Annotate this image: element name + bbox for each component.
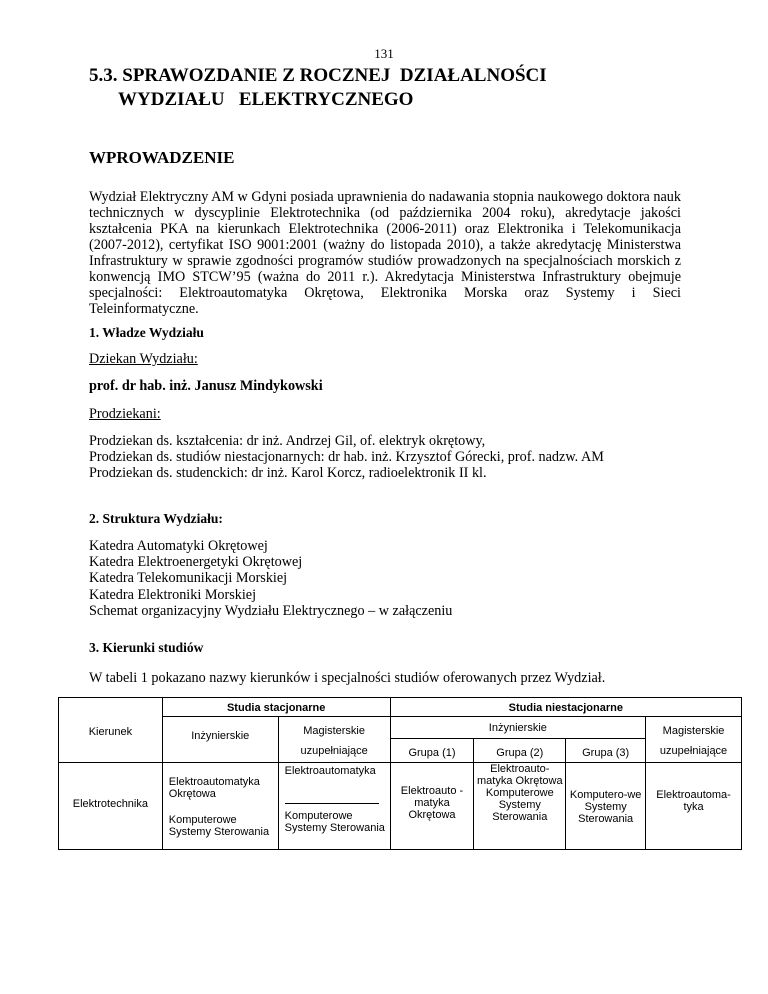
vice-dean-line: Prodziekan ds. studenckich: dr inż. Karol Korcz, radioelektronik II kl. [89, 465, 487, 482]
cell-grupa-2 [474, 763, 566, 850]
header-grupa-1: Grupa (1) [390, 739, 474, 763]
header-niestacjonarne: Studia niestacjonarne [390, 698, 741, 717]
grupa-2-komputerowe: Komputerowe Systemy Sterowania [485, 787, 554, 823]
header-mag-2: uzupełniające [278, 739, 390, 763]
structure-item: Katedra Automatyki Okrętowej [89, 538, 268, 554]
section-3-intro: W tabeli 1 pokazano nazwy kierunków i specjalności studiów oferowanych przez Wydział. [89, 670, 606, 686]
section-1-heading: 1. Władze Wydziału [89, 325, 204, 340]
study-programs-table [58, 697, 742, 850]
structure-item: Katedra Telekomunikacji Morskiej [89, 570, 288, 587]
spec-elektroautomatyka: Elektroautomatyka Okrętowa [168, 776, 260, 800]
intro-text: Wydział Elektryczny AM w Gdyni posiada uprawnienia do nadawania stopnia naukowego doktora nauk technicznych w dyscyplinie Elektrotechnika (od października 2004 roku), akredytacje jakości kształcenia PKA na kierunkach Elektrotechnika (2006-2011) oraz Elektronika i Telekomunikacja (2007-2012), certyfikat ISO 9001:2001 (ważny do listopada 2010), a także akredytację Ministerstwa Infrastruktury w sprawie zgodności programów studiów prowadzonych na specjalnościach morskich z konwencją IMO STCW’95 (ważna do 2011 r.). Akredytacja Ministerstwa Infrastruktury obejmuje specjalności: Elektroautomatyka Okrętowa, Elektronika Morska oraz Systemy i Sieci Teleinformatyczne. [89, 189, 681, 317]
vice-deans-list [89, 433, 604, 482]
dean-label: Dziekan Wydziału: [89, 351, 198, 367]
cell-kierunek [59, 763, 163, 850]
structure-item: Schemat organizacyjny Wydziału Elektrycznego – w załączeniu [89, 602, 453, 619]
structure-list [89, 538, 452, 619]
title-line-1: 5.3. SPRAWOZDANIE Z ROCZNEJ DZIAŁALNOŚCI [89, 65, 547, 86]
intro-heading: WPROWADZENIE [89, 148, 235, 167]
header-kierunek-label: Kierunek [88, 726, 133, 738]
vice-dean-line: Prodziekan ds. studiów niestacjonarnych: dr hab. inż. Krzysztof Górecki, prof. nadzw. AM [89, 449, 604, 466]
intro-paragraph [89, 189, 681, 317]
header-grupa-3: Grupa (3) [566, 739, 646, 763]
header-stacjonarne: Studia stacjonarne [162, 698, 390, 717]
header-kierunek [59, 698, 163, 763]
title-line-2: WYDZIAŁU ELEKTRYCZNEGO [118, 89, 414, 110]
structure-item: Katedra Elektroenergetyki Okrętowej [89, 554, 303, 571]
cell-grupa-3: Komputero-we Systemy Sterowania [566, 763, 646, 850]
structure-item: Katedra Elektroniki Morskiej [89, 586, 257, 603]
page-number: 131 [374, 46, 394, 61]
spec-komputerowe: Komputerowe Systemy Sterowania [168, 814, 270, 838]
spec-mag-komputerowe: Komputerowe Systemy Sterowania [284, 810, 385, 834]
header-inz-niestac: Inżynierskie [390, 717, 646, 739]
dean-name: prof. dr hab. inż. Janusz Mindykowski [89, 378, 323, 394]
cell-stac-mag [278, 763, 390, 850]
kierunek-value: Elektrotechnika [72, 798, 148, 810]
vice-dean-line: Prodziekan ds. kształcenia: dr inż. Andrzej Gil, of. elektryk okrętowy, [89, 433, 486, 449]
page-title [89, 64, 547, 112]
header-mag-niestac-1: Magisterskie [646, 717, 742, 739]
cell-stac-inz [162, 763, 278, 850]
divider-line [285, 803, 379, 804]
header-inz: Inżynierskie [162, 717, 278, 763]
section-2-heading: 2. Struktura Wydziału: [89, 511, 223, 526]
header-mag-1: Magisterskie [278, 717, 390, 739]
vice-deans-label: Prodziekani: [89, 406, 161, 422]
header-mag-niestac-2: uzupełniające [646, 739, 742, 763]
spec-mag-elektroautomatyka: Elektroautomatyka [284, 765, 376, 777]
cell-mag-niestac: Elektroautoma-tyka [646, 763, 742, 850]
section-3-heading: 3. Kierunki studiów [89, 640, 204, 655]
grupa-2-elektroautomatyka: Elektroauto-matyka Okrętowa [477, 763, 563, 787]
cell-grupa-1: Elektroauto -matyka Okrętowa [390, 763, 474, 850]
header-grupa-2: Grupa (2) [474, 739, 566, 763]
